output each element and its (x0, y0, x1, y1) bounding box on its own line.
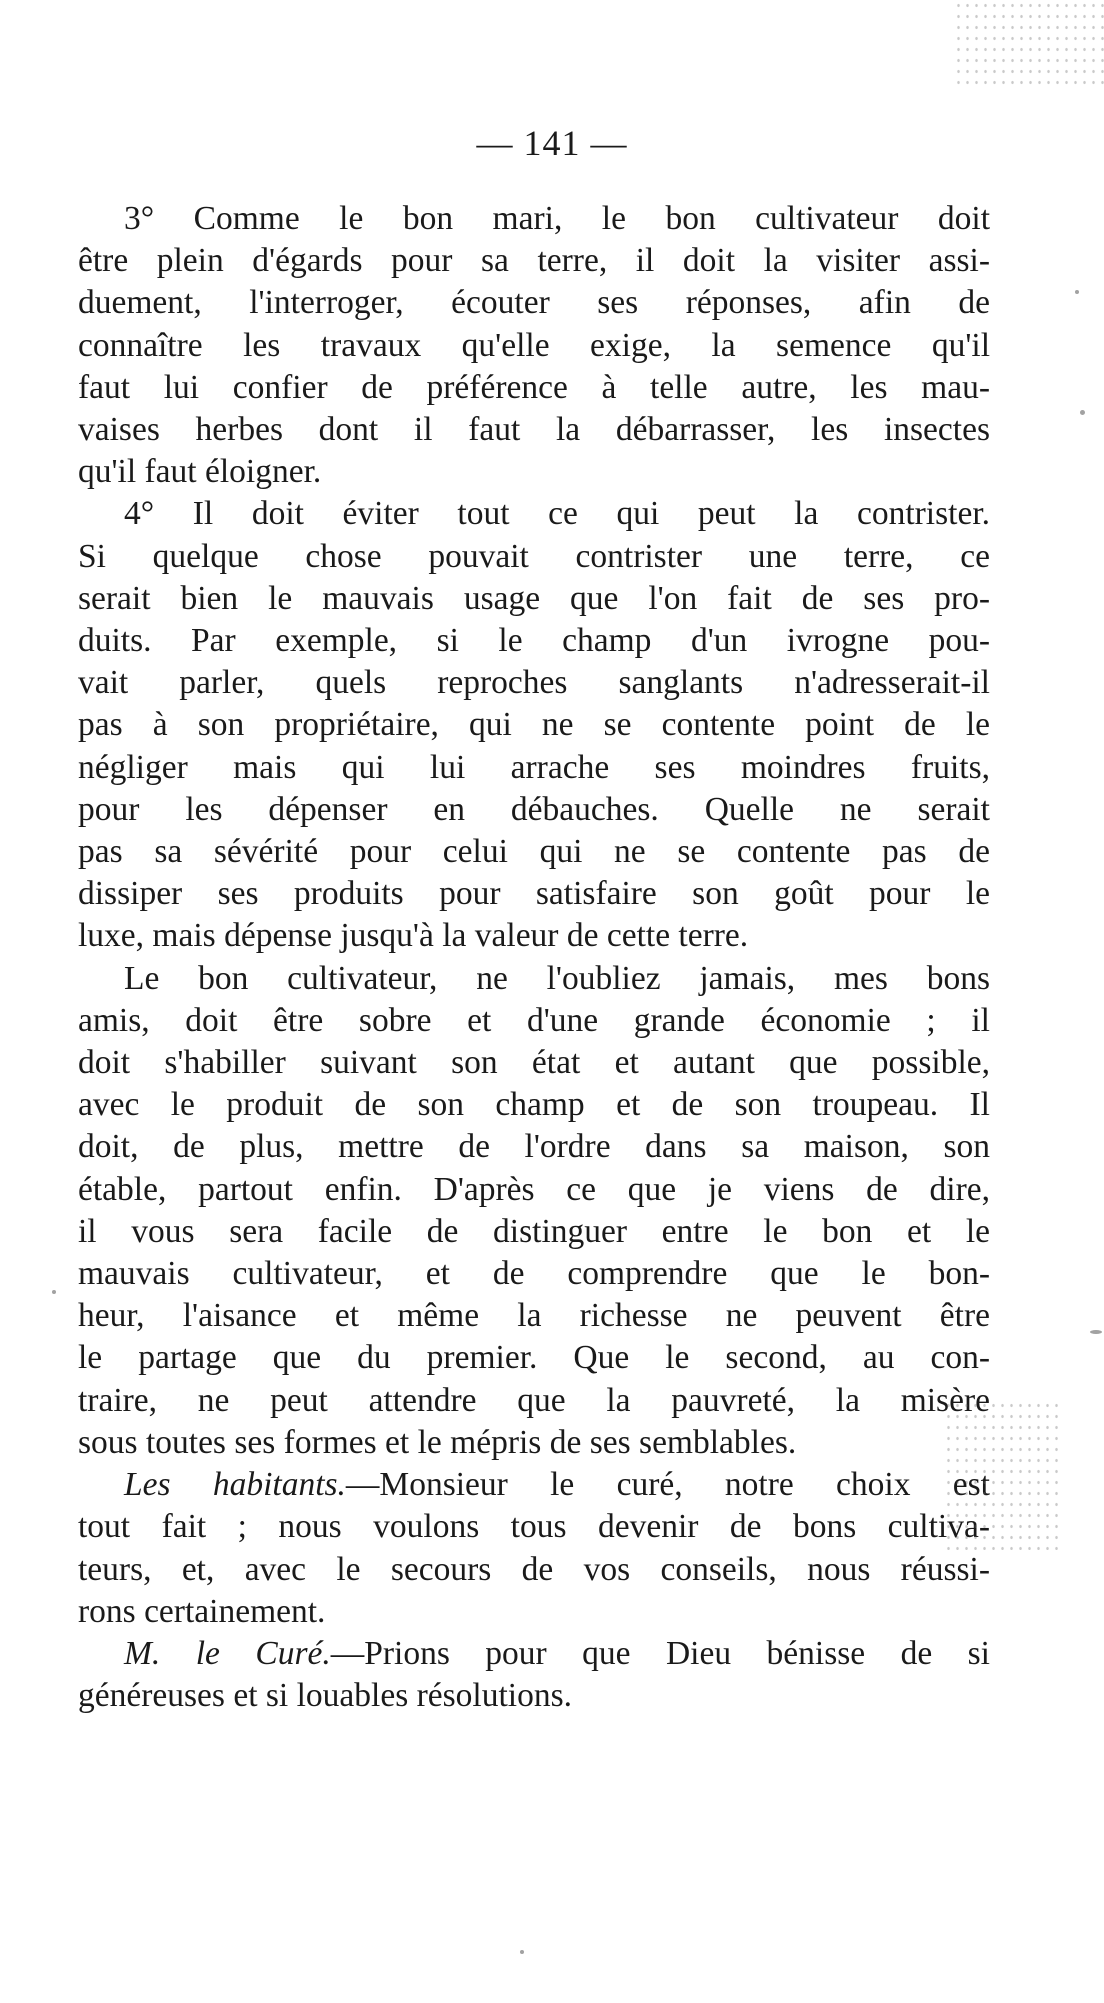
speech-text: —Prions pour que Dieu bénisse de si (330, 1634, 990, 1672)
text-line: Si quelque chose pouvait contrister une terre, ce (78, 537, 990, 575)
text-line: faut lui confier de préférence à telle autre, les mau- (78, 368, 990, 406)
scan-speck (1075, 290, 1079, 294)
scan-speck (1090, 1330, 1102, 1334)
text-line: connaître les travaux qu'elle exige, la semence qu'il (78, 326, 990, 364)
text-line: doit s'habiller suivant son état et autant que possible, (78, 1044, 990, 1082)
text-line: duits. Par exemple, si le champ d'un ivrogne pou- (78, 622, 990, 660)
speaker-label: M. le Curé. (124, 1634, 331, 1672)
scan-noise (954, 0, 1104, 90)
text-line: 4° Il doit éviter tout ce qui peut la contrister. (124, 495, 990, 533)
paragraph-good-farmer (78, 958, 990, 1464)
text-line: dissiper ses produits pour satisfaire son goût pour le (78, 875, 990, 913)
speaker-label: Les habitants. (124, 1466, 346, 1504)
text-line: doit, de plus, mettre de l'ordre dans sa maison, son (78, 1128, 990, 1166)
text-line: qu'il faut éloigner. (78, 453, 322, 491)
text-line: le partage que du premier. Que le second, au con- (78, 1339, 990, 1377)
text-line: luxe, mais dépense jusqu'à la valeur de cette terre. (78, 917, 749, 955)
text-line (78, 1633, 990, 1675)
text-line: vait parler, quels reproches sanglants n'adresserait-il (78, 664, 990, 702)
text-line: amis, doit être sobre et d'une grande économie ; il (78, 1001, 990, 1039)
paragraph-inhabitants-reply (78, 1464, 990, 1633)
text-line: avec le produit de son champ et de son troupeau. Il (78, 1086, 990, 1124)
text-line: mauvais cultivateur, et de comprendre que le bon- (78, 1255, 990, 1293)
text-line: il vous sera facile de distinguer entre le bon et le (78, 1212, 990, 1250)
paragraph-4-avoid (78, 493, 990, 957)
text-line: vaises herbes dont il faut la débarrasser, les insectes (78, 411, 990, 449)
text-line: duement, l'interroger, écouter ses réponses, afin de (78, 284, 990, 322)
text-line: heur, l'aisance et même la richesse ne peuvent être (78, 1297, 990, 1335)
paragraph-cure-reply (78, 1633, 990, 1717)
text-line: négliger mais qui lui arrache ses moindres fruits, (78, 748, 990, 786)
text-line: pas à son propriétaire, qui ne se contente point de le (78, 706, 990, 744)
text-line: pas sa sévérité pour celui qui ne se contente pas de (78, 833, 990, 871)
body-text (78, 198, 990, 1717)
scan-speck (52, 1290, 56, 1294)
text-line: Le bon cultivateur, ne l'oubliez jamais, mes bons (124, 959, 990, 997)
text-line: traire, ne peut attendre que la pauvreté, la misère (78, 1381, 990, 1419)
text-line: 3° Comme le bon mari, le bon cultivateur doit (124, 200, 990, 237)
text-line: rons certainement. (78, 1592, 326, 1630)
text-line: serait bien le mauvais usage que l'on fait de ses pro- (78, 579, 990, 617)
page-number: — 141 — (476, 123, 628, 163)
text-line: sous toutes ses formes et le mépris de ses semblables. (78, 1423, 797, 1461)
scan-speck (520, 1950, 524, 1954)
text-line: étable, partout enfin. D'après ce que je viens de dire, (78, 1170, 990, 1208)
paragraph-3-respect (78, 198, 990, 493)
text-line: généreuses et si louables résolutions. (78, 1677, 573, 1715)
speech-text: —Monsieur le curé, notre choix est (345, 1466, 990, 1504)
scan-noise (944, 1400, 1064, 1550)
text-line: pour les dépenser en débauches. Quelle ne serait (78, 790, 990, 828)
text-line: teurs, et, avec le secours de vos conseils, nous réussi- (78, 1550, 990, 1588)
scan-speck (1080, 410, 1085, 415)
text-line: tout fait ; nous voulons tous devenir de bons cultiva- (78, 1508, 990, 1546)
text-line: être plein d'égards pour sa terre, il doit la visiter assi- (78, 242, 990, 280)
text-line (78, 1464, 990, 1506)
